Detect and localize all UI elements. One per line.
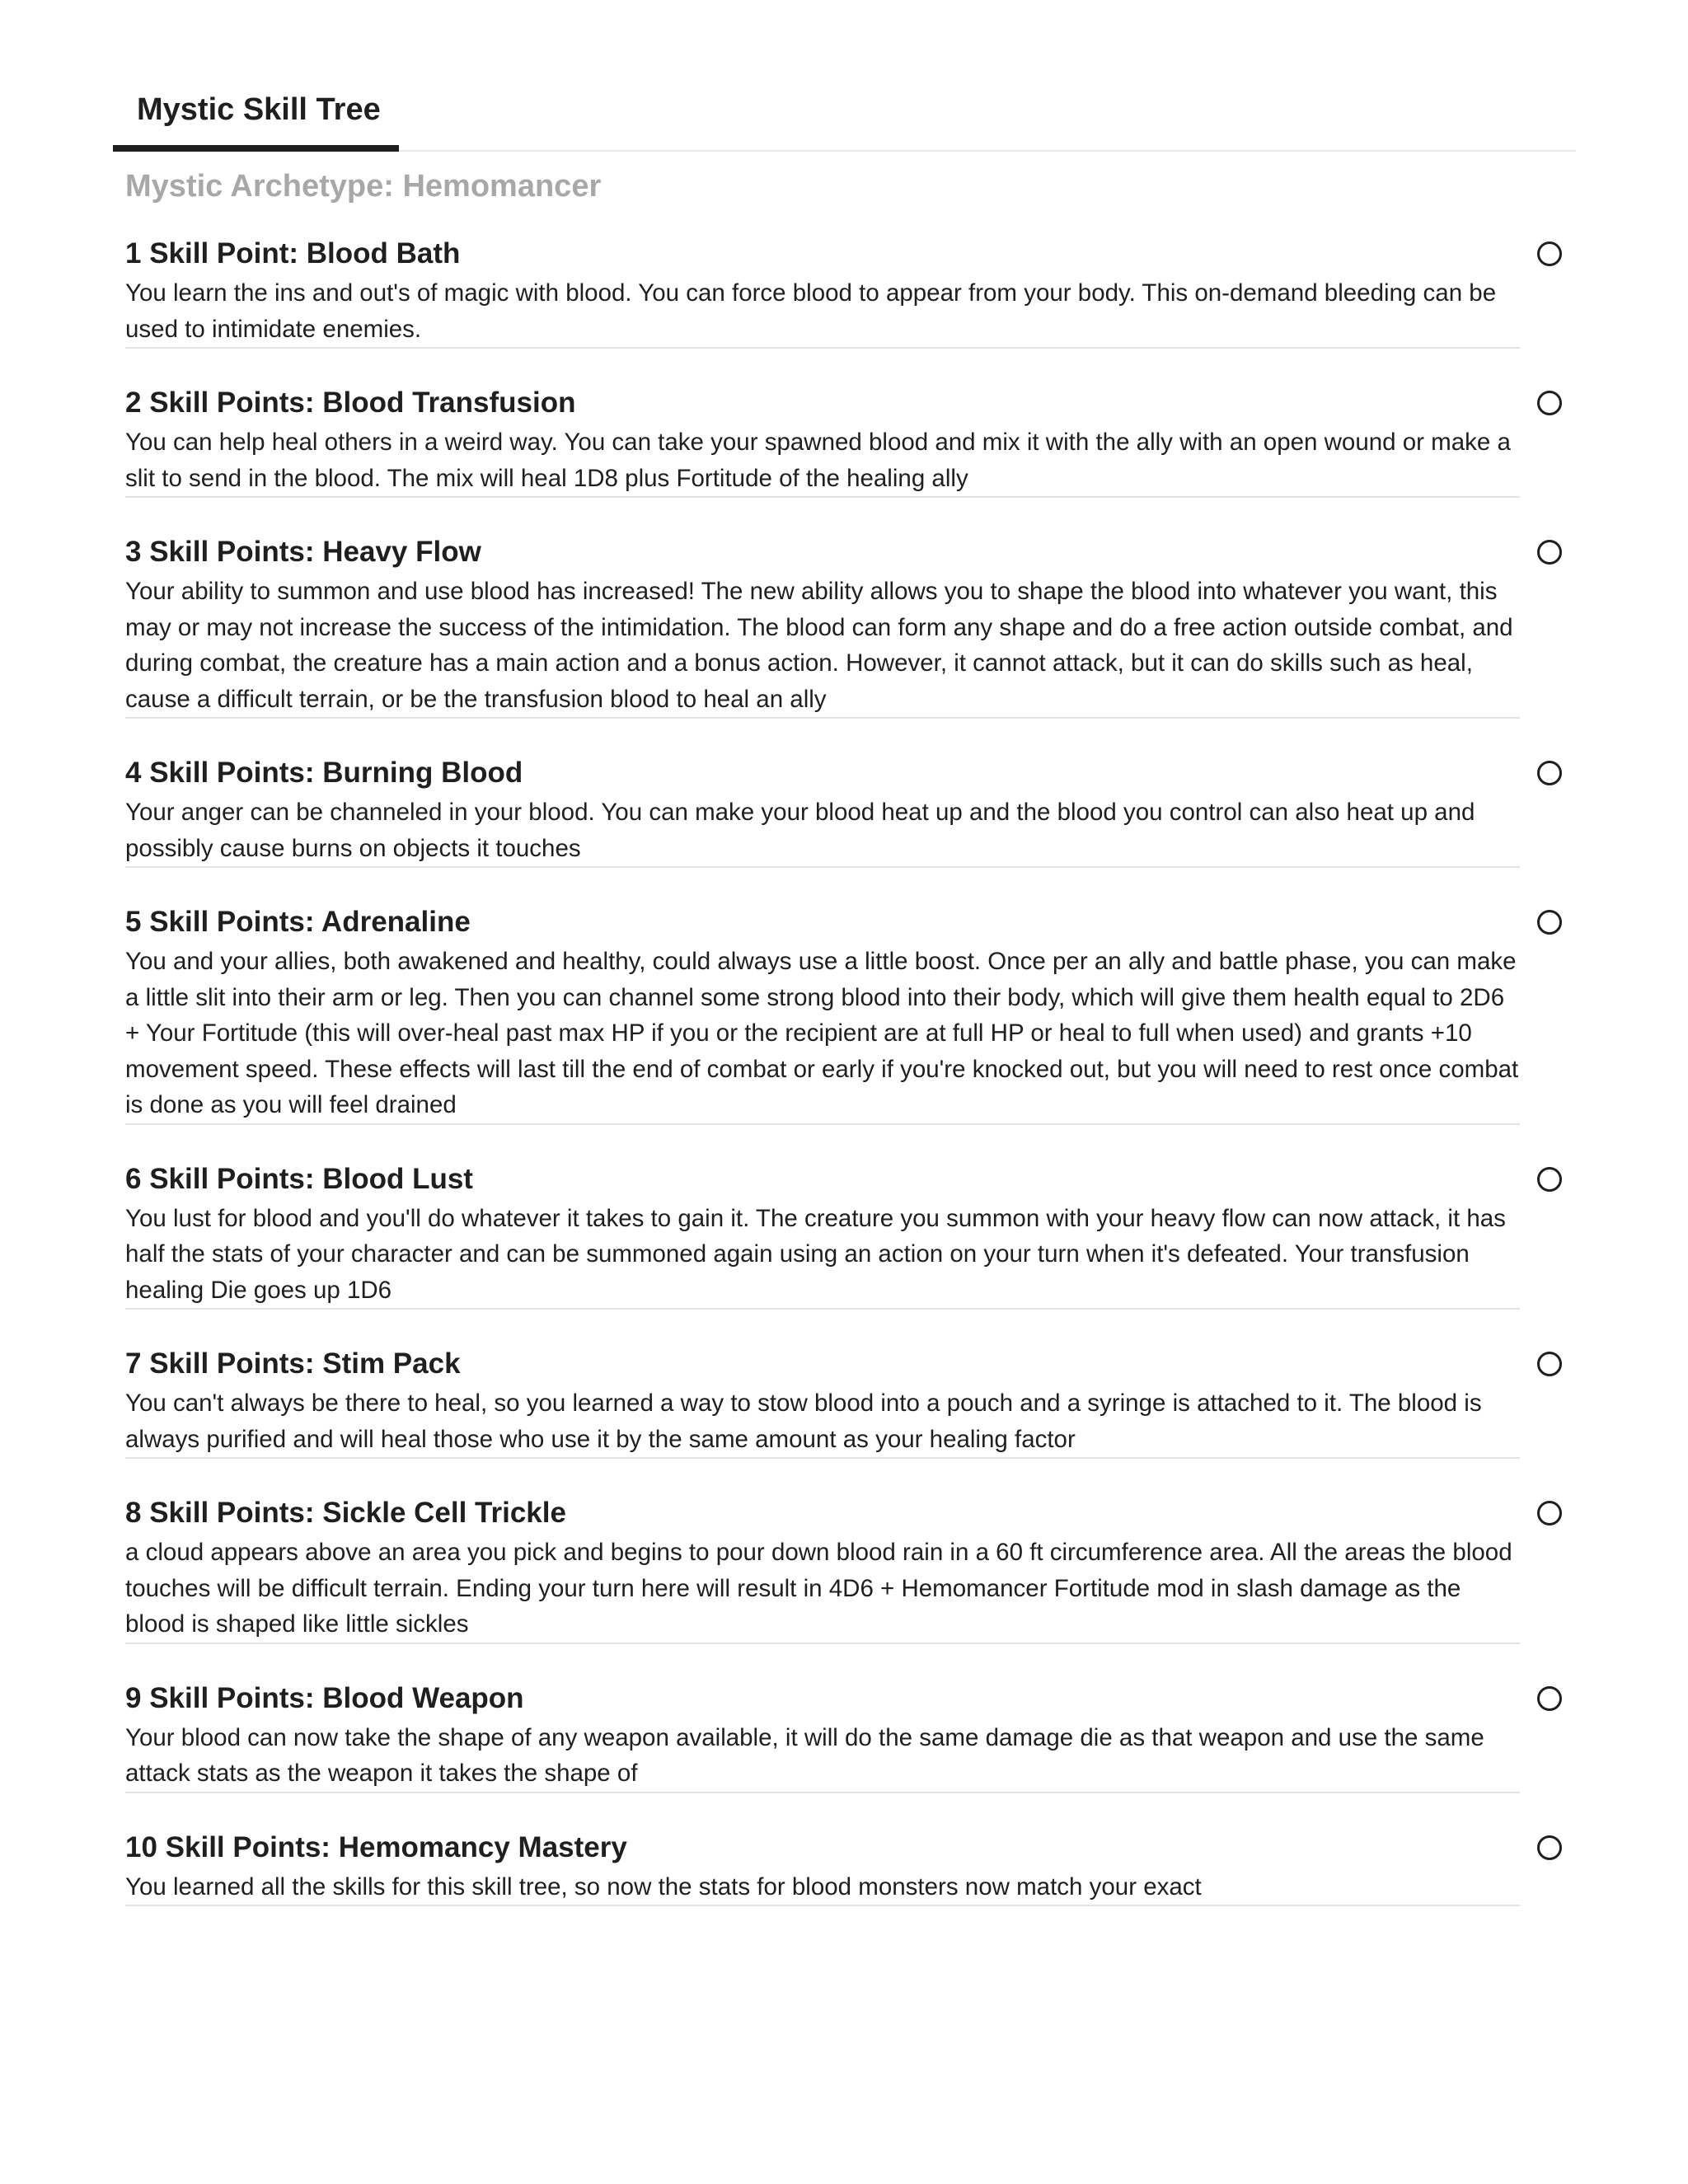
skill-item xyxy=(125,1158,1520,1310)
skill-title: 6 Skill Points: Blood Lust xyxy=(125,1162,473,1195)
skill-title: 8 Skill Points: Sickle Cell Trickle xyxy=(125,1497,566,1529)
skill-description: Your anger can be channeled in your blood. You can make your blood heat up and the blood you control can also heat up and possibly cause burns on objects it touches xyxy=(125,799,1475,862)
skill-title: 3 Skill Points: Heavy Flow xyxy=(125,536,481,568)
skill-select-radio[interactable] xyxy=(1537,540,1562,565)
skill-item xyxy=(125,232,1520,349)
skill-title: 5 Skill Points: Adrenaline xyxy=(125,906,471,938)
skill-item xyxy=(125,1677,1520,1793)
tab-bar xyxy=(113,81,1576,152)
skill-title: 7 Skill Points: Stim Pack xyxy=(125,1347,461,1380)
skill-select-radio[interactable] xyxy=(1537,1501,1562,1526)
skill-description: You lust for blood and you'll do whatever it takes to gain it. The creature you summon with your heavy flow can now attack, it has half the stats of your character and can be summoned again using an action on your turn when it's defeated. Your transfusion healing Die goes up 1D6 xyxy=(125,1204,1506,1304)
skill-description: a cloud appears above an area you pick and begins to pour down blood rain in a 60 ft circumference area. All the areas the blood touches will be difficult terrain. Ending your turn here will result in 4D6 + Hemomancer Fortitude mod in slash damage as the blood is shaped like little sickles xyxy=(125,1539,1512,1638)
skill-list xyxy=(125,232,1576,1939)
skill-item xyxy=(125,1492,1520,1644)
tab-label: Mystic Skill Tree xyxy=(137,92,381,127)
tab-mystic-skill-tree[interactable] xyxy=(113,81,399,152)
skill-select-radio[interactable] xyxy=(1537,241,1562,266)
skill-description: Your blood can now take the shape of any weapon available, it will do the same damage die as that weapon and use the same attack stats as the weapon it takes the shape of xyxy=(125,1723,1484,1787)
skill-description: You and your allies, both awakened and healthy, could always use a little boost. Once per an ally and battle phase, you can make a little slit into their arm or leg. Then you can channel some strong blood into their body, which will give them health equal to 2D6 + Your Fortitude (this will over-heal past max HP if you or the recipient are at full HP or heal to full when used) and grants +10 movement speed. These effects will last till the end of combat or early if you're knocked out, but you will need to rest once combat is done as you will feel drained xyxy=(125,948,1519,1118)
skill-title: 10 Skill Points: Hemomancy Mastery xyxy=(125,1830,627,1863)
skill-select-radio[interactable] xyxy=(1537,1167,1562,1192)
skill-item xyxy=(125,382,1520,498)
skill-item xyxy=(125,1826,1520,1907)
skill-title: 1 Skill Point: Blood Bath xyxy=(125,237,461,269)
skill-select-radio[interactable] xyxy=(1537,1835,1562,1860)
skill-item xyxy=(125,531,1520,719)
skill-description: You learned all the skills for this skill tree, so now the stats for blood monsters now match your exact xyxy=(125,1872,1202,1900)
archetype-heading: Mystic Archetype: Hemomancer xyxy=(125,169,602,204)
skill-item xyxy=(125,1343,1520,1459)
skill-description: You can't always be there to heal, so you learned a way to stow blood into a pouch and a syringe is attached to it. The blood is always purified and will heal those who use it by the same amount as your healing factor xyxy=(125,1390,1482,1453)
skill-item xyxy=(125,901,1520,1125)
skill-item xyxy=(125,752,1520,868)
skill-description: You can help heal others in a weird way. You can take your spawned blood and mix it with the ally with an open wound or make a slit to send in the blood. The mix will heal 1D8 plus Fortitude of the healing ally xyxy=(125,429,1511,492)
skill-title: 4 Skill Points: Burning Blood xyxy=(125,757,523,789)
skill-title: 9 Skill Points: Blood Weapon xyxy=(125,1681,524,1714)
skill-select-radio[interactable] xyxy=(1537,1686,1562,1711)
skill-select-radio[interactable] xyxy=(1537,761,1562,785)
skill-description: Your ability to summon and use blood has increased! The new ability allows you to shape the blood into whatever you want, this may or may not increase the success of the intimidation. The blood can form any shape and do a free action outside combat, and during combat, the creature has a main action and a bonus action. However, it cannot attack, but it can do skills such as heal, cause a difficult terrain, or be the transfusion blood to heal an ally xyxy=(125,578,1513,713)
skill-select-radio[interactable] xyxy=(1537,391,1562,415)
skill-select-radio[interactable] xyxy=(1537,1352,1562,1376)
skill-title: 2 Skill Points: Blood Transfusion xyxy=(125,387,576,419)
skill-description: You learn the ins and out's of magic with blood. You can force blood to appear from your body. This on-demand bleeding can be used to intimidate enemies. xyxy=(125,279,1497,343)
skill-select-radio[interactable] xyxy=(1537,910,1562,935)
